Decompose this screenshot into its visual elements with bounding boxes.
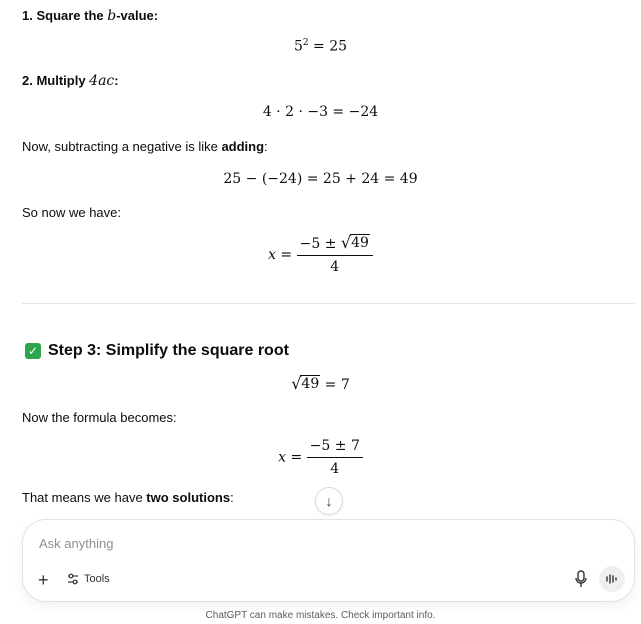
step1-prefix: 1. Square the	[22, 8, 108, 23]
step1-variable: b	[107, 8, 117, 24]
microphone-icon[interactable]	[574, 570, 588, 588]
arrow-down-icon[interactable]: ↓	[315, 487, 343, 515]
step2-suffix: :	[114, 73, 119, 88]
check-square-icon: ✓	[25, 343, 41, 359]
voice-wave-icon	[605, 573, 619, 585]
voice-mode-button[interactable]	[599, 566, 625, 592]
equation-2: 4 · 2 · −3 = −24	[262, 104, 379, 120]
note1-bold: adding	[221, 139, 265, 154]
note-two-solutions	[22, 490, 234, 506]
plus-icon[interactable]: +	[38, 570, 49, 590]
eq5-rest: = 7	[320, 377, 350, 393]
step2-variable: 4ac	[89, 73, 115, 89]
step1-suffix: -value:	[116, 8, 159, 23]
eq6-numerator: −5 ± 7	[307, 437, 363, 458]
eq4-equals: =	[275, 247, 297, 263]
tools-label: Tools	[84, 573, 110, 585]
note-subtracting	[22, 139, 268, 155]
note1-suffix: :	[264, 139, 268, 154]
equation-5	[0, 375, 641, 393]
eq6-denominator: 4	[330, 461, 340, 477]
equation-3: 25 − (−24) = 25 + 24 = 49	[223, 171, 418, 187]
step3-heading: Step 3: Simplify the square root	[48, 342, 289, 359]
eq1-rest: = 25	[308, 38, 348, 55]
eq6-equals: =	[286, 449, 307, 466]
disclaimer: ChatGPT can make mistakes. Check important info.	[205, 610, 436, 621]
eq1-exponent: 2	[302, 38, 309, 48]
eq4-num-prefix: −5 ±	[299, 236, 341, 252]
eq6-fraction	[307, 437, 363, 478]
eq5-radicand: 49	[301, 376, 320, 392]
note4-suffix: :	[230, 490, 234, 505]
equation-1	[0, 38, 641, 55]
equation-4	[0, 234, 641, 276]
eq5-sqrt: √ 49	[291, 374, 320, 393]
step2-prefix: 2. Multiply	[22, 73, 90, 88]
eq4-denominator: 4	[330, 259, 340, 275]
eq4-lhs: x	[268, 247, 276, 263]
eq4-sqrt: √ 49	[340, 233, 369, 252]
eq6-lhs: x	[278, 449, 287, 466]
note4-prefix: That means we have	[22, 490, 147, 505]
prompt-input[interactable]: Ask anything	[39, 536, 114, 551]
tools-button[interactable]	[67, 573, 110, 585]
section-divider	[22, 303, 635, 304]
step1-heading	[22, 8, 158, 24]
eq4-numerator	[297, 234, 373, 256]
step2-heading	[22, 73, 119, 89]
note-so-now: So now we have:	[22, 205, 122, 220]
note-formula-becomes: Now the formula becomes:	[22, 410, 177, 425]
equation-6	[0, 437, 641, 478]
chat-composer	[22, 519, 635, 602]
sliders-icon	[67, 573, 79, 585]
eq1-base: 5	[293, 38, 303, 55]
note4-bold: two solutions	[146, 490, 231, 505]
eq4-radicand: 49	[351, 235, 369, 251]
note1-prefix: Now, subtracting a negative is like	[22, 139, 222, 154]
eq4-fraction	[297, 234, 373, 276]
